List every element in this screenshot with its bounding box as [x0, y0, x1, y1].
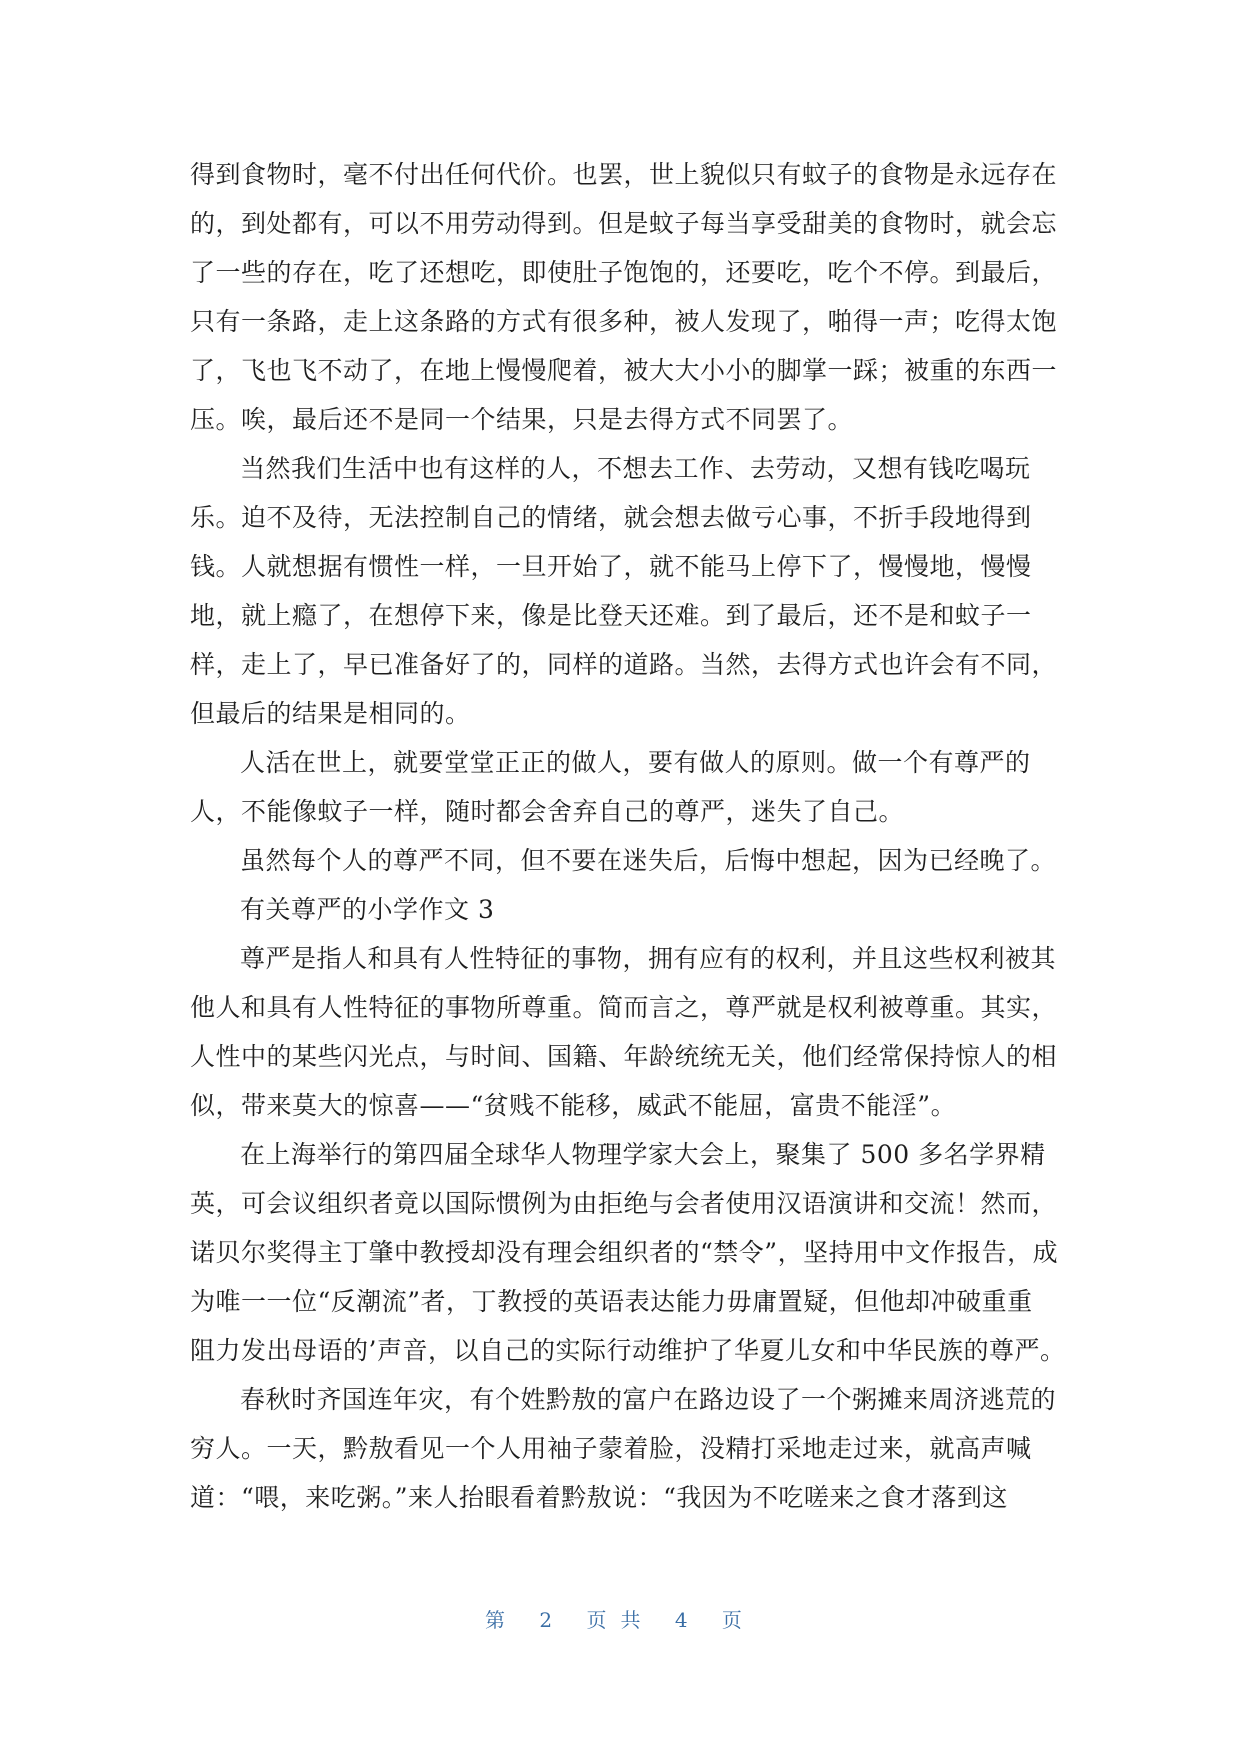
text-line: 阻力发出母语的’声音，以自己的实际行动维护了华夏儿女和中华民族的尊严。 — [190, 1336, 1066, 1365]
text-line: 似，带来莫大的惊喜——“贫贱不能移，威武不能屈，富贵不能淫”。 — [190, 1091, 957, 1120]
text-line: 样，走上了，早已准备好了的，同样的道路。当然，去得方式也许会有不同， — [190, 650, 1058, 679]
text-line: 的，到处都有，可以不用劳动得到。但是蚊子每当享受甜美的食物时，就会忘 — [190, 209, 1058, 238]
text-line: 诺贝尔奖得主丁肇中教授却没有理会组织者的“禁令”，坚持用中文作报告，成 — [190, 1238, 1059, 1267]
text-line: 得到食物时，毫不付出任何代价。也罢，世上貌似只有蚊子的食物是永远存在 — [190, 160, 1058, 189]
text-line: 钱。人就想据有惯性一样，一旦开始了，就不能马上停下了，慢慢地，慢慢 — [190, 552, 1032, 581]
text-line: 当然我们生活中也有这样的人，不想去工作、去劳动，又想有钱吃喝玩 — [240, 454, 1031, 483]
page-footer: 第 2 页共 4 页 — [485, 1608, 756, 1632]
text-line: 道：“喂，来吃粥。”来人抬眼看着黔敖说：“我因为不吃嗟来之食才落到这 — [190, 1483, 1008, 1512]
text-line: 穷人。一天，黔敖看见一个人用袖子蒙着脸，没精打采地走过来，就高声喊 — [190, 1434, 1032, 1463]
text-line: 在上海举行的第四届全球华人物理学家大会上，聚集了 500 多名学界精 — [240, 1140, 1046, 1169]
document-body — [190, 150, 1066, 1522]
text-line: 人性中的某些闪光点，与时间、国籍、年龄统统无关，他们经常保持惊人的相 — [190, 1042, 1058, 1071]
text-line: 为唯一一位“反潮流”者，丁教授的英语表达能力毋庸置疑，但他却冲破重重 — [190, 1287, 1033, 1316]
text-line: 乐。迫不及待，无法控制自己的情绪，就会想去做亏心事，不折手段地得到 — [190, 503, 1032, 532]
text-line: 了，飞也飞不动了，在地上慢慢爬着，被大大小小的脚掌一踩；被重的东西一 — [190, 356, 1058, 385]
text-line: 人活在世上，就要堂堂正正的做人，要有做人的原则。做一个有尊严的 — [240, 748, 1031, 777]
text-line: 他人和具有人性特征的事物所尊重。简而言之，尊严就是权利被尊重。其实， — [190, 993, 1058, 1022]
text-line: 春秋时齐国连年灾，有个姓黔敖的富户在路边设了一个粥摊来周济逃荒的 — [240, 1385, 1057, 1414]
text-line: 人，不能像蚊子一样，随时都会舍弃自己的尊严，迷失了自己。 — [190, 797, 905, 826]
text-line: 只有一条路，走上这条路的方式有很多种，被人发现了，啪得一声；吃得太饱 — [190, 307, 1058, 336]
text-line: 了一些的存在，吃了还想吃，即使肚子饱饱的，还要吃，吃个不停。到最后， — [190, 258, 1058, 287]
text-line: 虽然每个人的尊严不同，但不要在迷失后，后悔中想起，因为已经晚了。 — [240, 846, 1057, 875]
text-line: 有关尊严的小学作文 3 — [240, 895, 495, 924]
text-line: 地，就上瘾了，在想停下来，像是比登天还难。到了最后，还不是和蚊子一 — [190, 601, 1032, 630]
text-line: 但最后的结果是相同的。 — [190, 699, 471, 728]
text-line: 英，可会议组织者竟以国际惯例为由拒绝与会者使用汉语演讲和交流！然而， — [190, 1189, 1058, 1218]
text-line: 尊严是指人和具有人性特征的事物，拥有应有的权利，并且这些权利被其 — [240, 944, 1057, 973]
text-line: 压。唉，最后还不是同一个结果，只是去得方式不同罢了。 — [190, 405, 854, 434]
